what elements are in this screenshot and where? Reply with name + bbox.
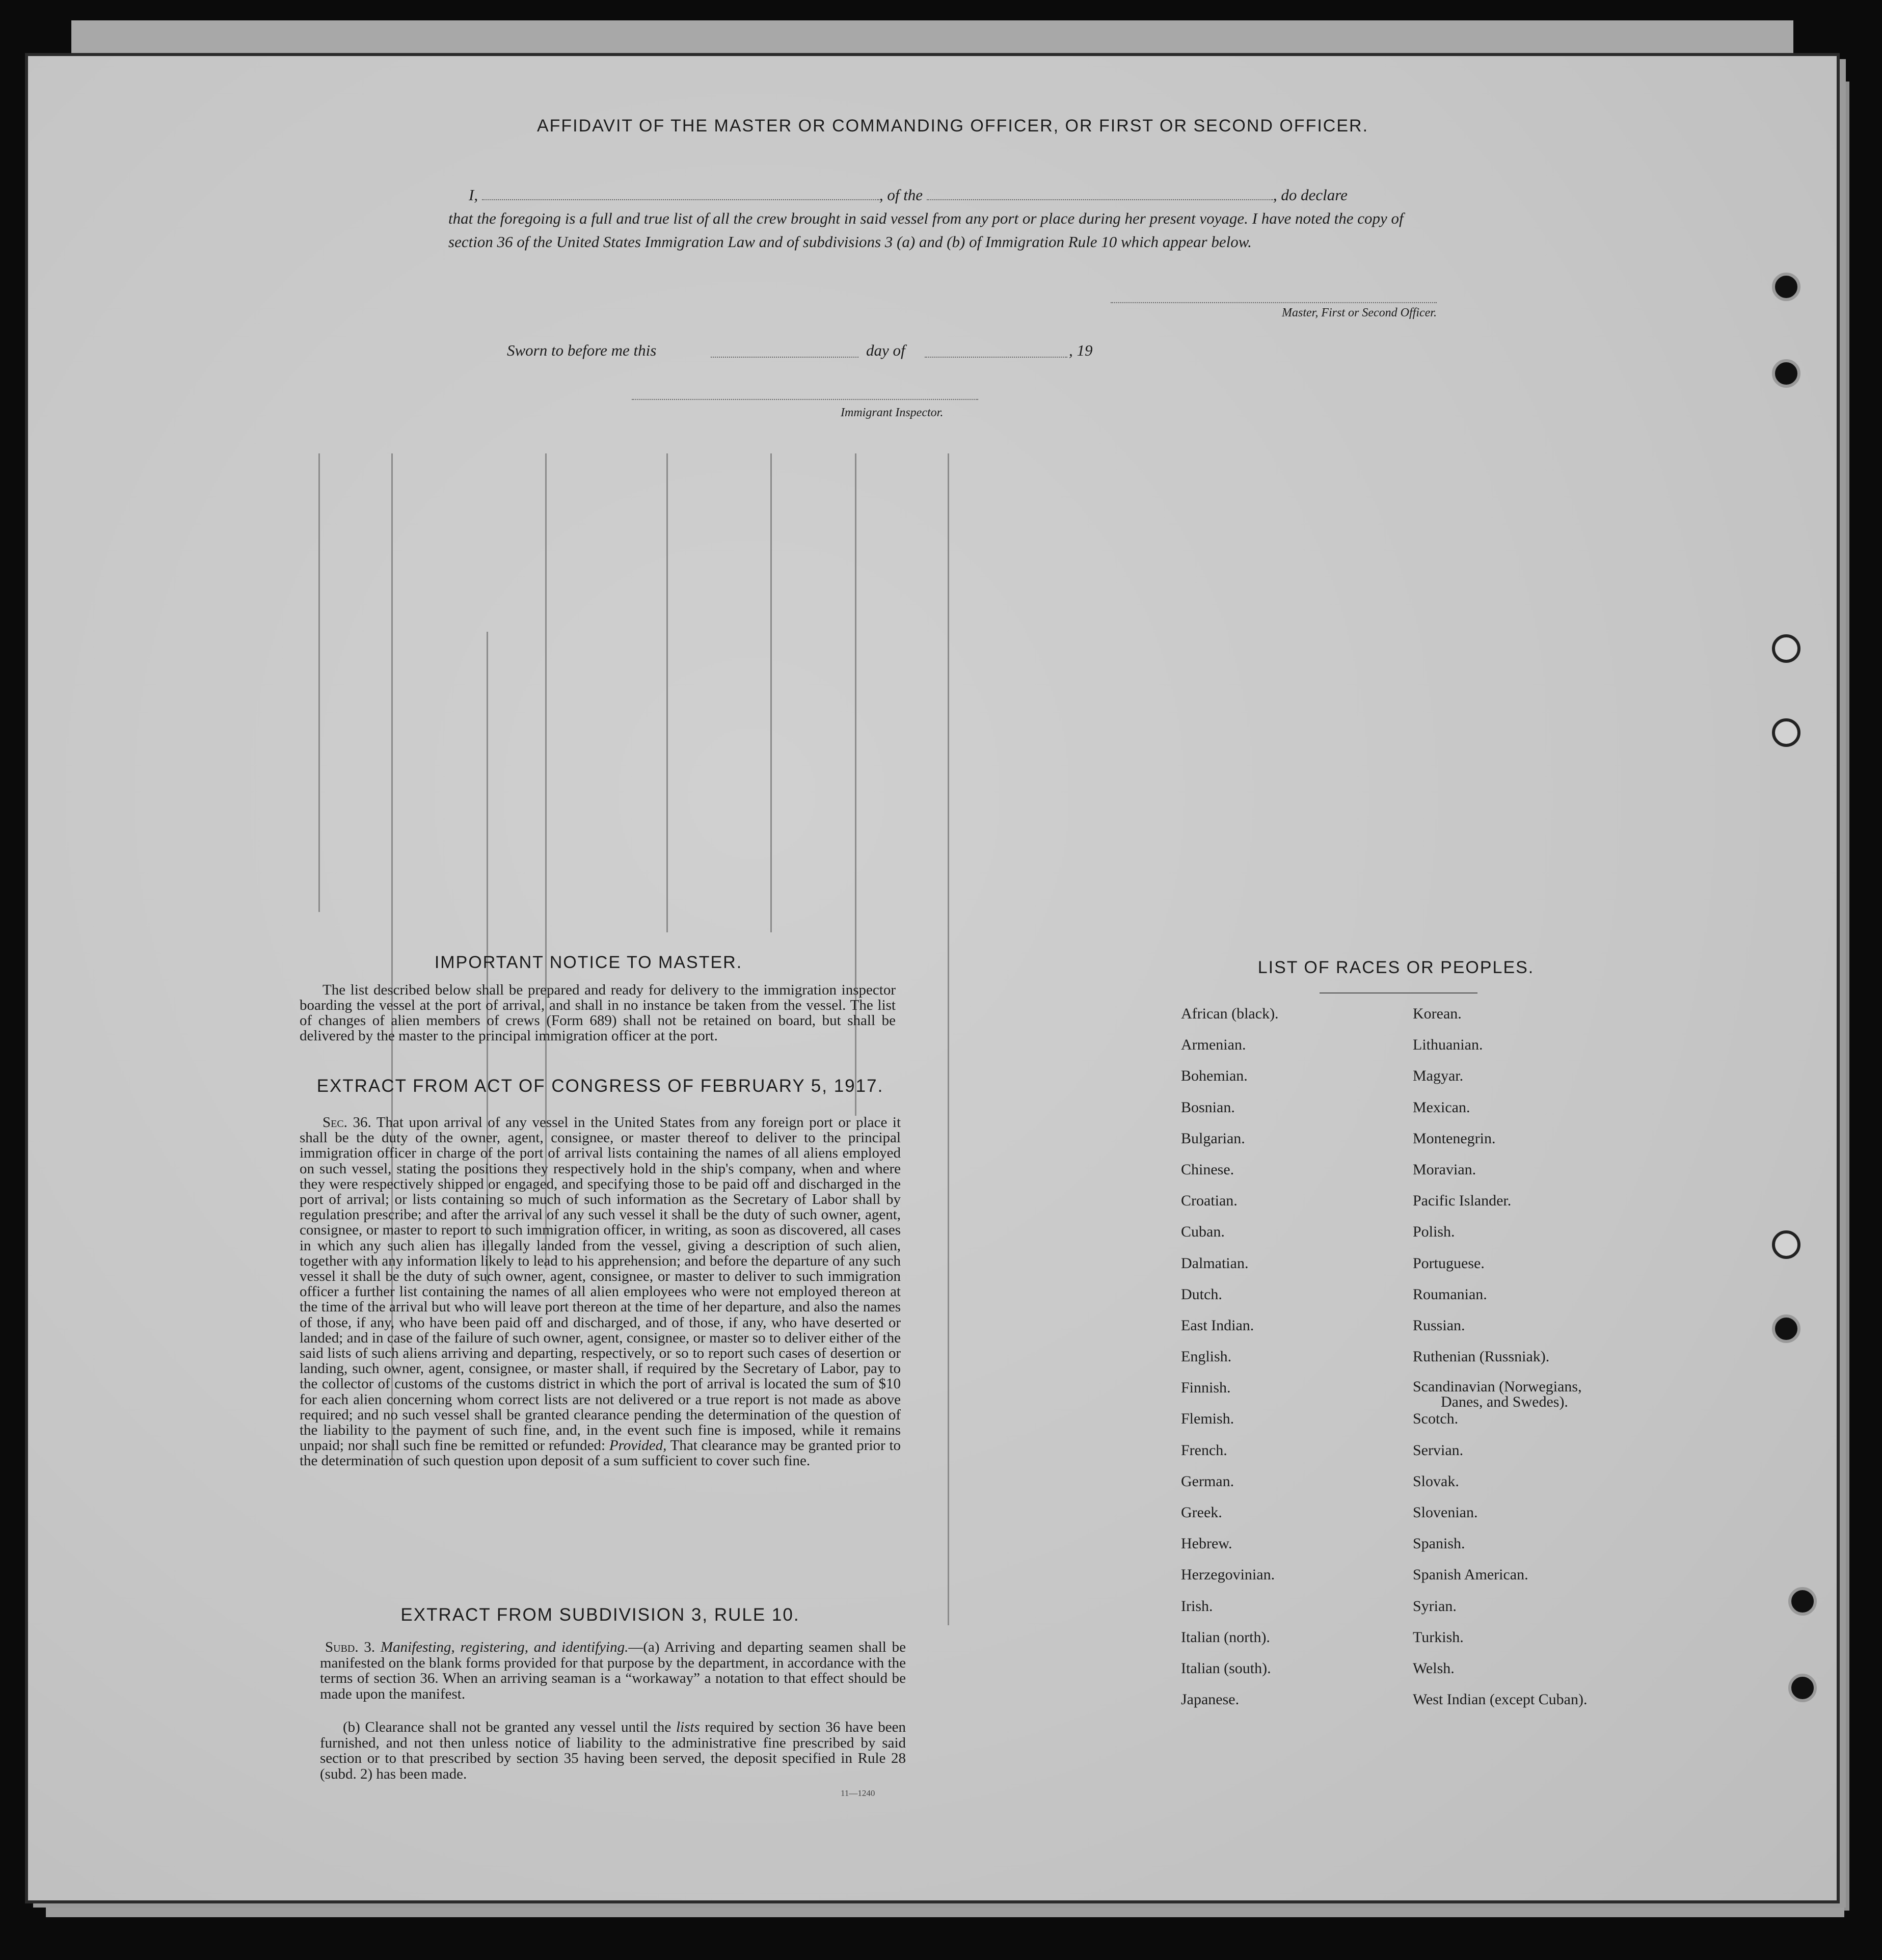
race-item: Dutch. — [1181, 1285, 1222, 1303]
binder-hole — [1772, 718, 1800, 747]
binder-hole — [1772, 1230, 1800, 1259]
race-item: Greek. — [1181, 1504, 1222, 1521]
race-item: Turkish. — [1413, 1628, 1464, 1646]
notice-title: IMPORTANT NOTICE TO MASTER. — [434, 953, 743, 972]
affidavit-line1-a: I, — [469, 186, 478, 204]
race-item: Servian. — [1413, 1441, 1464, 1459]
subd-a-body: —(a) Arriving and departing seamen shall be manifested on the blank forms provided for that purpose by the department, in accordance with the terms of section 36. When an arriving seaman is a “workaway” a notation to that effect should be made upon the manifest. — [320, 1639, 906, 1702]
race-item: Slovenian. — [1413, 1504, 1478, 1521]
binder-hole — [1788, 1674, 1817, 1702]
race-item: Roumanian. — [1413, 1285, 1487, 1303]
race-item: Scandinavian (Norwegians, — [1413, 1378, 1582, 1395]
subdivision-b-text — [320, 1720, 906, 1782]
binder-hole — [1772, 634, 1800, 663]
race-item: Cuban. — [1181, 1223, 1225, 1241]
sworn-c: , 19 — [1069, 341, 1093, 359]
race-item: Italian (south). — [1181, 1659, 1271, 1677]
sworn-month-blank — [925, 357, 1067, 358]
race-item: Italian (north). — [1181, 1628, 1270, 1646]
race-item: Russian. — [1413, 1317, 1465, 1334]
race-item-scandinavian — [1413, 1379, 1587, 1410]
bleed-through-rule — [770, 453, 772, 932]
form-number: 11—1240 — [841, 1788, 875, 1798]
race-item: Pacific Islander. — [1413, 1192, 1512, 1210]
race-item: Portuguese. — [1413, 1254, 1485, 1272]
section-36-label: Sec. 36. — [322, 1114, 371, 1131]
race-item: Spanish. — [1413, 1535, 1465, 1552]
section-36-body: That upon arrival of any vessel in the United States from any foreign port or place it shall be the duty of the owner, agent, consignee, or master thereof to deliver to the principal immigration officer in charge of the port of arrival lists containing the names of all aliens employed on such vessel, stating the positions they respectively hold in the ship's company, when and where they were respectively shipped or engaged, and specifying those to be paid off and discharged in the port of arrival; or lists containing so much of such information as the Secretary of Labor shall by regulation prescribe; and after the arrival of any such vessel it shall be the duty of such owner, agent, consignee, or master to report to such immigration officer, in writing, as soon as discovered, all cases in which any such alien has illegally landed from the vessel, giving a description of such alien, together with any information likely to lead to his apprehension; and before the departure of any such vessel it shall be the duty of such owner, agent, consignee, or master to deliver to such immigration officer a further list containing the names of all alien employees who were not employed thereon at the time of the arrival but who will leave port thereon at the time of her departure, and also the names of those, if any, who have been paid off and discharged, and of those, if any, who have deserted or landed; and in case of the failure of such owner, agent, consignee, or master so to deliver either of the said lists of such aliens arriving and departing, respectively, or so to report such cases of desertion or landing, such owner, agent, consignee, or master shall, if required by the Secretary of Labor, pay to the collector of customs of the customs district in which the port of arrival is located the sum of $10 for each alien concerning whom correct lists are not delivered or a true report is not made as above required; and no such vessel shall be granted clearance pending the determination of the question of the liability to the payment of such fine, and, in the event such fine is imposed, while it remains unpaid; nor shall such fine be remitted or refunded: — [300, 1114, 901, 1454]
race-item: French. — [1181, 1441, 1227, 1459]
extract-rule-title: EXTRACT FROM SUBDIVISION 3, RULE 10. — [400, 1605, 800, 1625]
race-item: Hebrew. — [1181, 1535, 1232, 1552]
section-36-end: That clearance may be granted prior to the determination of such question upon deposit of a sum sufficient to cover such fine. — [300, 1437, 901, 1469]
affidavit-declaration-line — [448, 183, 1437, 207]
race-item: Irish. — [1181, 1597, 1213, 1615]
race-item: African (black). — [1181, 1005, 1279, 1022]
race-item: West Indian (except Cuban). — [1413, 1691, 1588, 1708]
subd-label: Subd. 3. — [325, 1639, 375, 1655]
race-item: Chinese. — [1181, 1161, 1234, 1178]
race-item: Japanese. — [1181, 1691, 1240, 1708]
binder-hole — [1772, 273, 1800, 301]
bleed-through-rule — [948, 453, 949, 1625]
race-item: Bosnian. — [1181, 1098, 1235, 1116]
notice-text: The list described below shall be prepared and ready for delivery to the immigration inspector boarding the vessel at the port of arrival, and shall in no instance be taken from the vessel. The list of changes of alien members of crews (Form 689) shall not be retained on board, but shall be delivered by the master to the principal immigration officer at the port. — [300, 982, 896, 1044]
race-item: Moravian. — [1413, 1161, 1476, 1178]
bleed-through-rule — [666, 453, 668, 932]
races-left-column — [1181, 1005, 1279, 1722]
race-item: Croatian. — [1181, 1192, 1238, 1210]
race-item-continuation: Danes, and Swedes). — [1441, 1393, 1568, 1411]
race-item: Mexican. — [1413, 1098, 1470, 1116]
subd-b-part2: required by section 36 have been furnished, and not then unless notice of liability to the administrative fine prescribed by said section or to that prescribed by section 35 having been served, the deposit specified in Rule 28 (subd. 2) has been made. — [320, 1719, 906, 1782]
subd-b-lists: lists — [676, 1719, 700, 1735]
affidavit-body — [448, 183, 1437, 254]
bleed-through-rule — [318, 453, 320, 912]
binder-hole — [1772, 359, 1800, 388]
races-divider — [1320, 992, 1477, 994]
race-item: East Indian. — [1181, 1317, 1254, 1334]
subd-heading: Manifesting, registering, and identifying. — [380, 1639, 629, 1655]
race-item: Lithuanian. — [1413, 1036, 1483, 1054]
provided-word: Provided, — [609, 1437, 667, 1454]
master-signature-label: Master, First or Second Officer. — [1282, 306, 1437, 319]
vessel-blank — [927, 187, 1273, 200]
race-item: Herzegovinian. — [1181, 1566, 1275, 1583]
race-item: Ruthenian (Russniak). — [1413, 1348, 1550, 1365]
races-title: LIST OF RACES OR PEOPLES. — [1257, 958, 1535, 977]
race-item: Montenegrin. — [1413, 1130, 1496, 1147]
race-item: Korean. — [1413, 1005, 1462, 1022]
race-item: Bohemian. — [1181, 1067, 1248, 1085]
race-item: Polish. — [1413, 1223, 1455, 1241]
subd-b-part1: (b) Clearance shall not be granted any vessel until the — [343, 1719, 671, 1735]
race-item: Magyar. — [1413, 1067, 1464, 1085]
race-item: Syrian. — [1413, 1597, 1457, 1615]
affidavit-line1-c: , do declare — [1273, 186, 1348, 204]
master-signature-line — [1111, 302, 1437, 303]
race-item: Scotch. — [1413, 1410, 1459, 1428]
inspector-label: Immigrant Inspector. — [841, 406, 944, 419]
section-36-text — [300, 1115, 901, 1469]
affidavit-statement: that the foregoing is a full and true list of all the crew brought in said vessel from any port or place during her present voyage. I have noted the copy of section 36 of the United States Immigration Law and of subdivisions 3 (a) and (b) of Immigration Rule 10 which appear below. — [448, 209, 1404, 251]
affidavit-title: AFFIDAVIT OF THE MASTER OR COMMANDING OFFICER, OR FIRST OR SECOND OFFICER. — [536, 116, 1369, 136]
underlying-sheet-bottom-edge — [46, 1898, 1844, 1917]
race-item: German. — [1181, 1472, 1234, 1490]
affidavit-line1-b: , of the — [879, 186, 923, 204]
race-item: Flemish. — [1181, 1410, 1234, 1428]
binder-hole — [1788, 1587, 1817, 1616]
race-item: Armenian. — [1181, 1036, 1246, 1054]
underlying-sheet-top-edge — [71, 20, 1793, 60]
races-right-column — [1413, 1005, 1587, 1722]
race-item: Finnish. — [1181, 1379, 1231, 1397]
race-item: Spanish American. — [1413, 1566, 1528, 1583]
subdivision-a-text — [320, 1640, 906, 1702]
sworn-b: day of — [866, 341, 905, 359]
sworn-a: Sworn to before me this — [507, 341, 657, 359]
race-item: Bulgarian. — [1181, 1130, 1245, 1147]
sworn-day-blank — [711, 357, 858, 358]
inspector-signature-line — [632, 399, 978, 400]
race-item: Dalmatian. — [1181, 1254, 1249, 1272]
race-item: Slovak. — [1413, 1472, 1459, 1490]
race-item: Welsh. — [1413, 1659, 1455, 1677]
extract-act-title: EXTRACT FROM ACT OF CONGRESS OF FEBRUARY 5, 1917. — [316, 1076, 884, 1096]
race-item: English. — [1181, 1348, 1232, 1365]
binder-hole — [1772, 1314, 1800, 1343]
name-blank — [482, 187, 879, 200]
